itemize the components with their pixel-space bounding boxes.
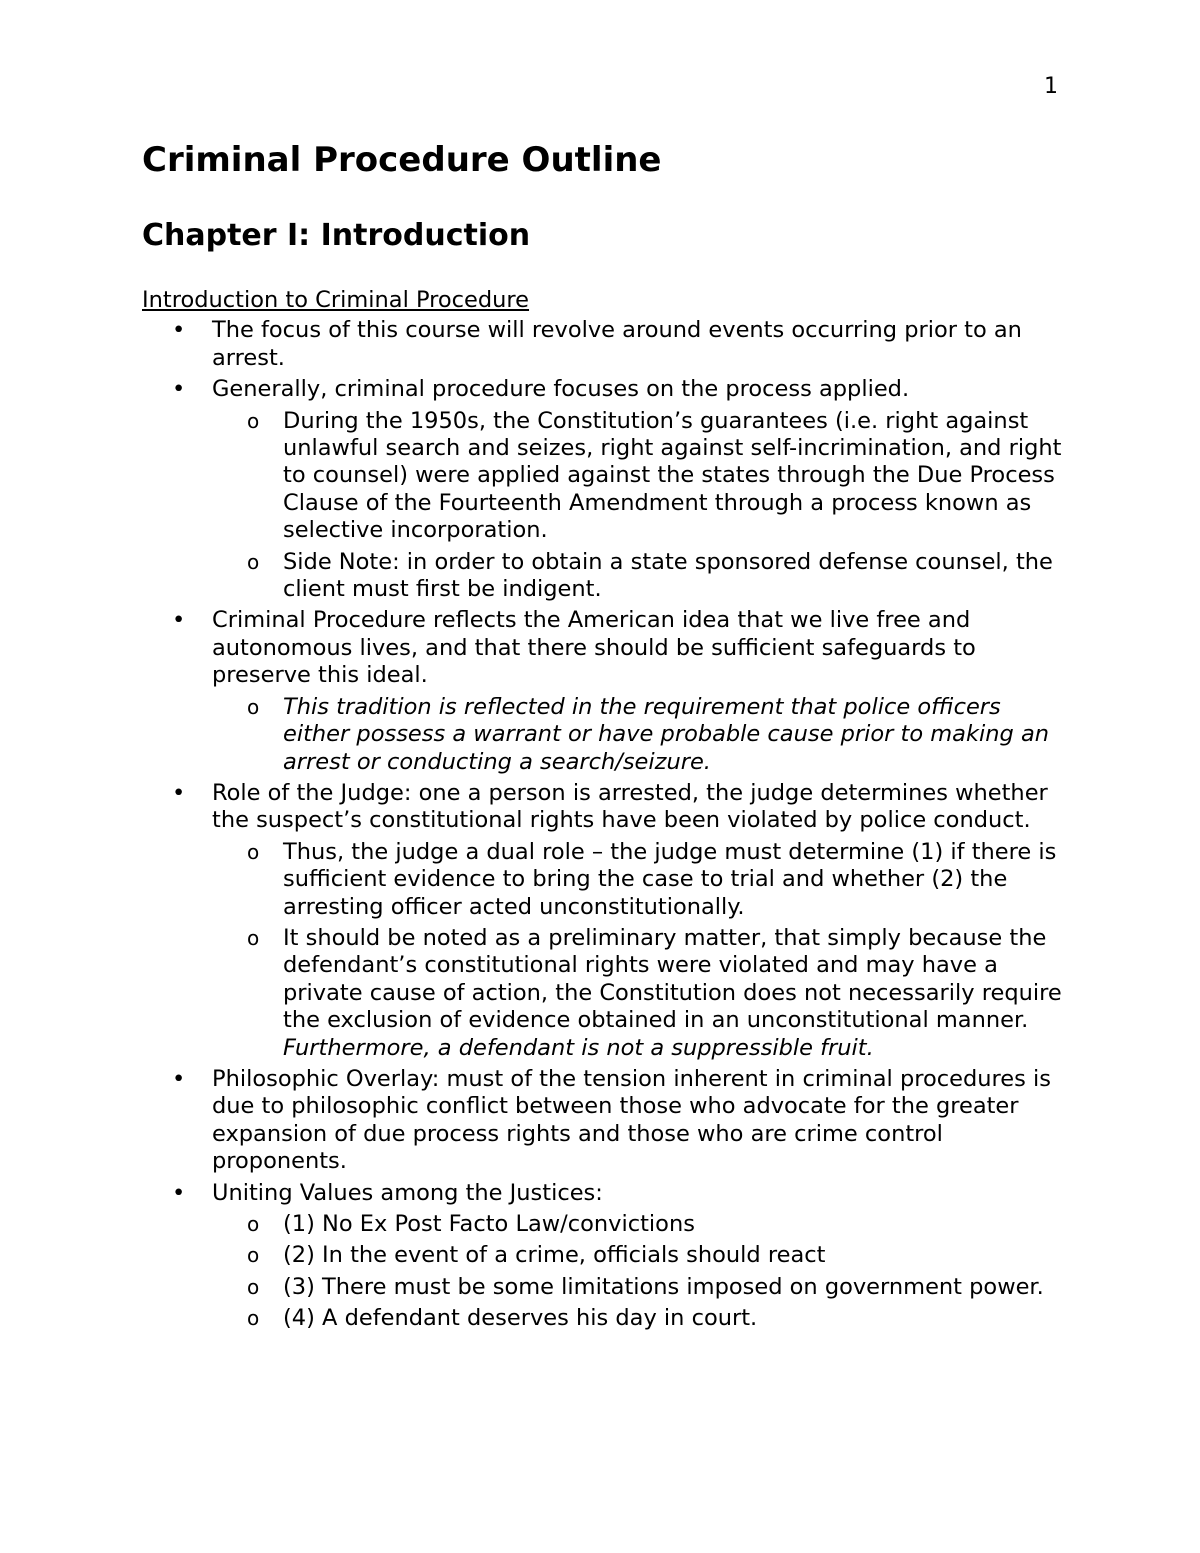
sub-item-text: (2) In the event of a crime, officials should react [283,1242,826,1269]
bullet-icon: • [172,607,186,634]
circle-bullet-icon: o [247,1306,260,1331]
bullet-list [142,317,1072,1332]
section-heading: Introduction to Criminal Procedure [142,287,530,313]
bullet-icon: • [172,317,186,344]
page-number: 1 [1044,74,1058,99]
list-item [172,1065,1072,1176]
circle-bullet-icon: o [247,408,260,433]
list-item-text: Role of the Judge: one a person is arrested, the judge determines whether the suspect’s constitutional rights have been violated by police conduct. [212,779,1048,834]
bullet-icon: • [172,779,186,806]
sub-list-item [247,838,1072,921]
bullet-icon: • [172,376,186,403]
sub-item-text: (3) There must be some limitations imposed on government power. [283,1273,1044,1300]
circle-bullet-icon: o [247,1274,260,1299]
sub-list-item [247,548,1072,604]
sub-list-item [247,1242,1072,1269]
document-title: Criminal Procedure Outline [142,140,662,180]
sub-list-item [247,1305,1072,1332]
circle-bullet-icon: o [247,694,260,719]
list-item-text: The focus of this course will revolve around events occurring prior to an arrest. [212,317,1022,371]
list-item-text: Philosophic Overlay: must of the tension inherent in criminal procedures is due to philosophic conflict between those who advocate for the greater expansion of due process rights and those who are crime control proponents. [212,1065,1051,1175]
sub-item-text: During the 1950s, the Constitution’s guarantees (i.e. right against unlawful search and seizes, right against self-incrimination, and right to counsel) were applied against the states through the Due Process Clause of the Fourteenth Amendment through a process known as selective incorporation. [283,407,1062,544]
circle-bullet-icon: o [247,549,260,574]
circle-bullet-icon: o [247,1212,260,1236]
list-item [172,376,1072,603]
list-item-text: Criminal Procedure reflects the American idea that we live free and autonomous lives, and that there should be sufficient safeguards to preserve this ideal. [212,607,976,689]
sub-item-text: (4) A defendant deserves his day in court. [283,1305,758,1332]
sub-list [212,408,1072,604]
sub-item-emphasis: Furthermore, a defendant is not a suppressible fruit. [283,1034,874,1061]
list-item [172,317,1072,372]
document-body [142,287,1072,1337]
sub-list [212,694,1072,776]
sub-item-text: It should be noted as a preliminary matter, that simply because the defendant’s constitutional rights were violated and may have a private cause of action, the Constitution does not necessarily require the exclusion of evidence obtained in an unconstitutional manner. [283,924,1062,1034]
bullet-icon: • [172,1065,186,1092]
sub-item-text: Thus, the judge a dual role – the judge must determine (1) if there is sufficient evidence to bring the case to trial and whether (2) the arresting officer acted unconstitutionally. [283,838,1057,920]
list-item [172,1179,1072,1333]
sub-list [212,839,1072,1062]
bullet-icon: • [172,1179,186,1206]
circle-bullet-icon: o [247,925,260,950]
sub-list-item [247,407,1072,545]
sub-list-item [247,1211,1072,1238]
sub-item-text: Side Note: in order to obtain a state sponsored defense counsel, the client must first be indigent. [283,548,1053,603]
sub-list-item [247,924,1072,1062]
sub-list [212,1211,1072,1333]
list-item [172,779,1072,1062]
sub-item-text: (1) No Ex Post Facto Law/convictions [283,1211,695,1237]
circle-bullet-icon: o [247,1243,260,1268]
circle-bullet-icon: o [247,839,260,864]
list-item-text: Generally, criminal procedure focuses on the process applied. [212,376,910,403]
list-item [172,607,1072,775]
sub-list-item [247,693,1072,776]
sub-list-item [247,1273,1072,1301]
chapter-heading: Chapter I: Introduction [142,218,531,253]
list-item-text: Uniting Values among the Justices: [212,1179,603,1206]
sub-item-text: This tradition is reflected in the requirement that police officers either possess a warrant or have probable cause prior to making an arrest or conducting a search/seizure. [283,693,1049,775]
